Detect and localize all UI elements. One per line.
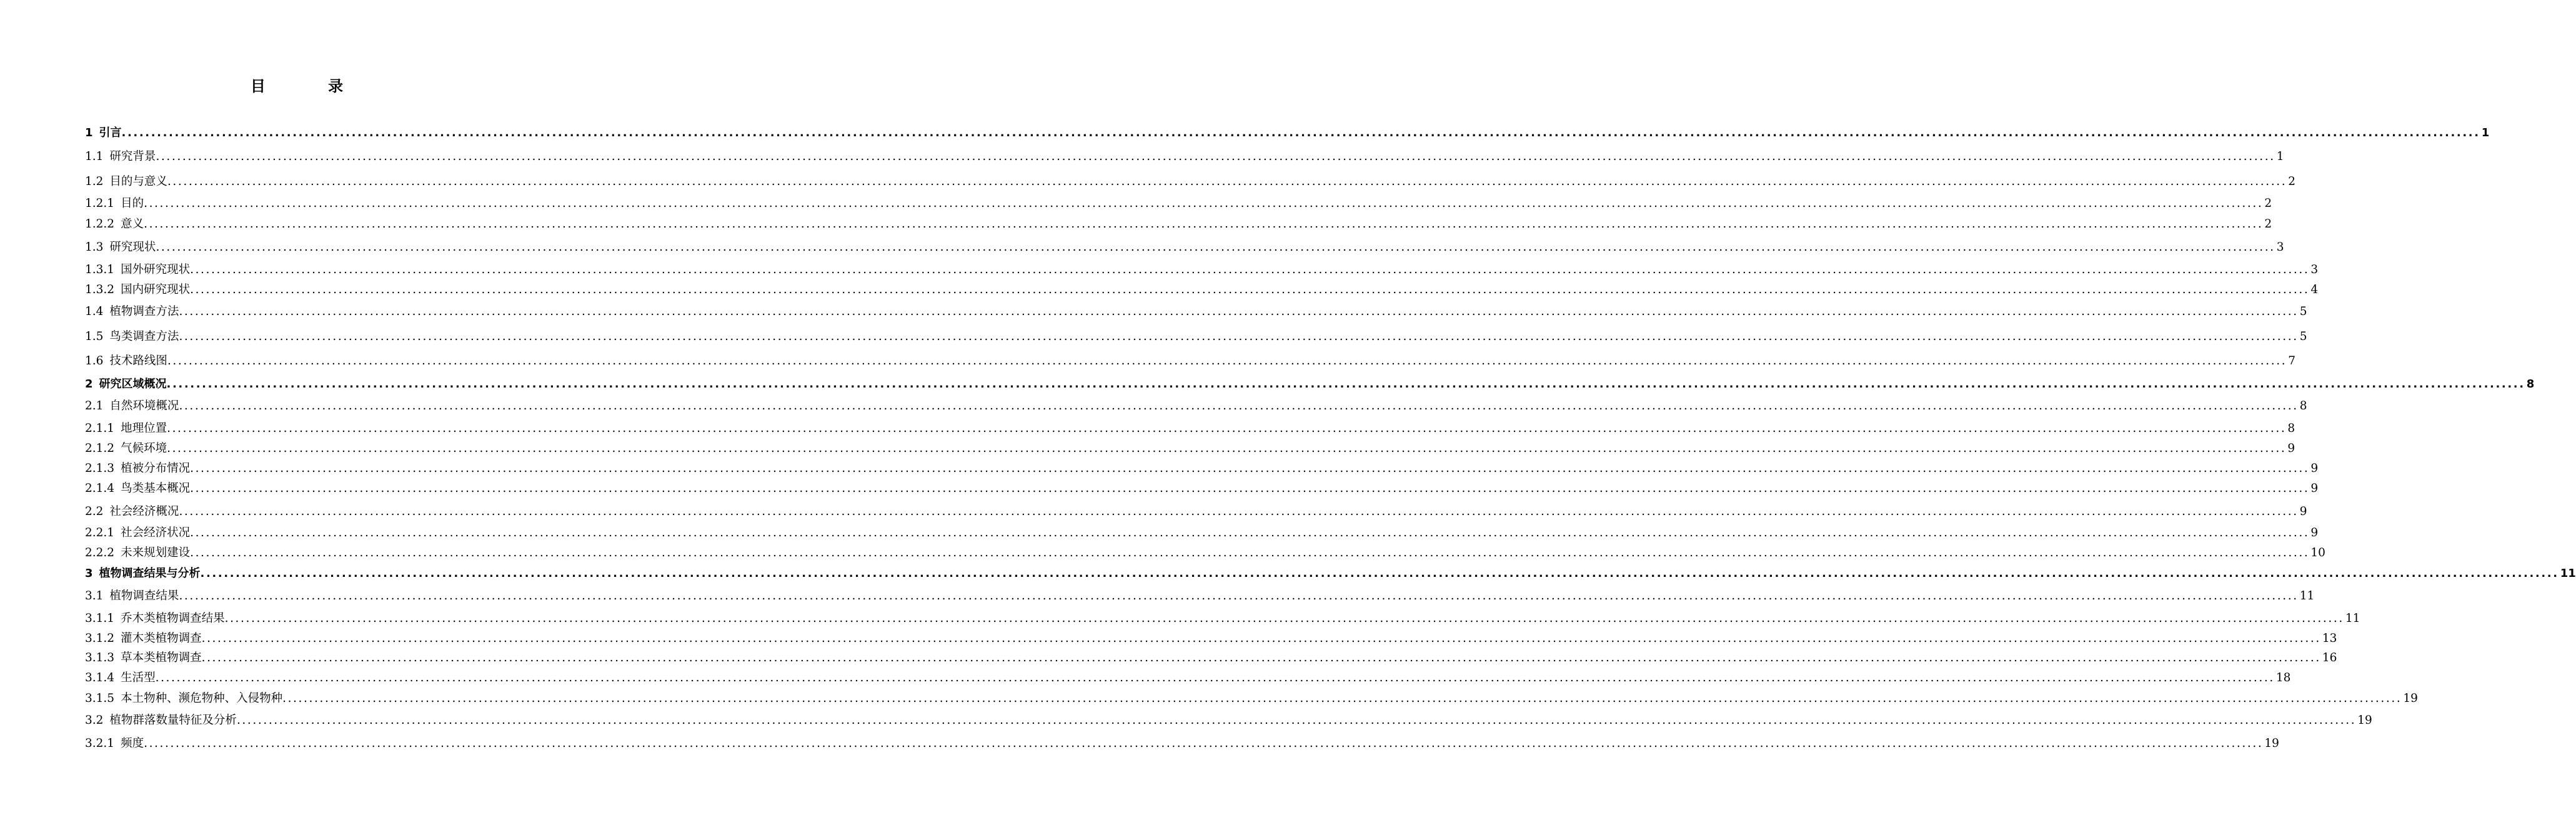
dot-leader: ................................................................................................................................................................................................................................................................................................................................................................................................................ bbox=[179, 505, 2299, 518]
toc-entry[interactable] bbox=[85, 736, 2279, 751]
toc-entry-page: 3 bbox=[2310, 263, 2319, 276]
toc-entry-page: 13 bbox=[2322, 632, 2337, 645]
dot-leader: ................................................................................................................................................................................................................................................................................................................................................................................................................ bbox=[167, 442, 2287, 455]
toc-entry-number: 3.1.2 bbox=[85, 632, 115, 645]
toc-entry[interactable] bbox=[85, 611, 2360, 626]
toc-entry-page: 9 bbox=[2310, 526, 2319, 539]
dot-leader: ................................................................................................................................................................................................................................................................................................................................................................................................................ bbox=[282, 692, 2402, 705]
toc-entry[interactable] bbox=[85, 329, 2307, 344]
dot-leader: ................................................................................................................................................................................................................................................................................................................................................................................................................ bbox=[167, 422, 2287, 435]
toc-entry[interactable] bbox=[85, 651, 2337, 666]
dot-leader: ................................................................................................................................................................................................................................................................................................................................................................................................................ bbox=[144, 737, 2264, 750]
toc-entry[interactable] bbox=[85, 631, 2337, 646]
toc-entry[interactable] bbox=[85, 196, 2272, 211]
toc-entry-number: 1.2 bbox=[85, 175, 104, 188]
toc-entry-number: 3.1.1 bbox=[85, 612, 115, 625]
toc-entry[interactable] bbox=[85, 504, 2307, 519]
toc-entry-label: 地理位置 bbox=[121, 422, 167, 435]
toc-entry[interactable] bbox=[85, 691, 2418, 706]
dot-leader: ................................................................................................................................................................................................................................................................................................................................................................................................................ bbox=[179, 330, 2299, 343]
toc-entry-label: 植物群落数量特征及分析 bbox=[109, 714, 237, 727]
toc-entry-label: 技术路线图 bbox=[109, 354, 167, 368]
dot-leader: ................................................................................................................................................................................................................................................................................................................................................................................................................ bbox=[201, 651, 2321, 664]
toc-entry[interactable] bbox=[85, 240, 2284, 255]
toc-entry-number: 2.2.1 bbox=[85, 526, 115, 539]
toc-entry-page: 2 bbox=[2288, 175, 2295, 188]
toc-entry-number: 3.1 bbox=[85, 589, 104, 602]
toc-entry-page: 2 bbox=[2264, 218, 2272, 231]
toc-entry[interactable] bbox=[85, 589, 2315, 604]
toc-entry-label: 植被分布情况 bbox=[121, 462, 191, 475]
dot-leader: ................................................................................................................................................................................................................................................................................................................................................................................................................ bbox=[156, 150, 2275, 163]
toc-entry-number: 1.3.1 bbox=[85, 263, 115, 276]
toc-entry[interactable] bbox=[85, 282, 2319, 298]
toc-entry-page: 5 bbox=[2299, 330, 2307, 343]
toc-entry-number: 3.1.4 bbox=[85, 671, 115, 684]
toc-entry-number: 3 bbox=[85, 567, 93, 580]
toc-entry-label: 植物调查结果 bbox=[109, 589, 179, 602]
toc-entry-label: 未来规划建设 bbox=[121, 546, 191, 559]
dot-leader: ................................................................................................................................................................................................................................................................................................................................................................................................................ bbox=[155, 671, 2275, 684]
toc-entry[interactable] bbox=[85, 174, 2295, 189]
toc-entry-page: 18 bbox=[2275, 671, 2291, 684]
dot-leader: ................................................................................................................................................................................................................................................................................................................................................................................................................ bbox=[200, 567, 2559, 580]
toc-entry-number: 1.2.1 bbox=[85, 197, 115, 210]
toc-entry-label: 研究背景 bbox=[109, 150, 156, 163]
toc-entry-number: 2.1.1 bbox=[85, 422, 115, 435]
dot-leader: ................................................................................................................................................................................................................................................................................................................................................................................................................ bbox=[179, 399, 2299, 412]
toc-entry-label: 植物调查结果与分析 bbox=[99, 567, 201, 580]
toc-entry-label: 社会经济概况 bbox=[109, 505, 179, 518]
toc-entry-label: 本土物种、濒危物种、入侵物种 bbox=[121, 692, 283, 705]
toc-entry[interactable] bbox=[85, 399, 2307, 414]
toc-entry-label: 研究现状 bbox=[109, 241, 156, 254]
toc-entry-page: 1 bbox=[2276, 150, 2284, 163]
toc-entry[interactable] bbox=[85, 713, 2372, 728]
dot-leader: ................................................................................................................................................................................................................................................................................................................................................................................................................ bbox=[179, 589, 2299, 602]
toc-entry[interactable] bbox=[85, 126, 2490, 141]
toc-entry[interactable] bbox=[85, 461, 2319, 476]
toc-entry-label: 意义 bbox=[121, 218, 144, 231]
toc-entry-number: 1.3.2 bbox=[85, 283, 115, 296]
toc-entry-number: 3.2 bbox=[85, 714, 104, 727]
toc-entry-label: 乔木类植物调查结果 bbox=[121, 612, 225, 625]
dot-leader: ................................................................................................................................................................................................................................................................................................................................................................................................................ bbox=[190, 482, 2310, 495]
toc-entry[interactable] bbox=[85, 262, 2319, 278]
toc-entry-page: 8 bbox=[2299, 399, 2307, 412]
toc-entry-number: 1.2.2 bbox=[85, 218, 115, 231]
toc-entry[interactable] bbox=[85, 671, 2291, 686]
toc-entry-label: 气候环境 bbox=[121, 442, 167, 455]
dot-leader: ................................................................................................................................................................................................................................................................................................................................................................................................................ bbox=[190, 526, 2310, 539]
toc-entry-number: 2.1.3 bbox=[85, 462, 115, 475]
toc-entry-label: 目的 bbox=[121, 197, 144, 210]
toc-entry-page: 11 bbox=[2560, 567, 2576, 580]
toc-entry-page: 19 bbox=[2357, 714, 2372, 727]
dot-leader: ................................................................................................................................................................................................................................................................................................................................................................................................................ bbox=[144, 218, 2264, 231]
toc-entry-label: 社会经济状况 bbox=[121, 526, 191, 539]
toc-entry-label: 引言 bbox=[99, 126, 122, 139]
toc-entry[interactable] bbox=[85, 354, 2295, 369]
toc-entry-number: 1.5 bbox=[85, 330, 104, 343]
toc-entry[interactable] bbox=[85, 441, 2295, 456]
toc-entry-page: 4 bbox=[2310, 283, 2319, 296]
toc-entry-number: 1.6 bbox=[85, 354, 104, 368]
toc-entry-page: 5 bbox=[2299, 305, 2307, 318]
toc-entry[interactable] bbox=[85, 217, 2272, 232]
dot-leader: ................................................................................................................................................................................................................................................................................................................................................................................................................ bbox=[179, 305, 2299, 318]
toc-entry-page: 8 bbox=[2287, 422, 2295, 435]
toc-entry-number: 1.3 bbox=[85, 241, 104, 254]
toc-entry-page: 9 bbox=[2310, 482, 2319, 495]
dot-leader: ................................................................................................................................................................................................................................................................................................................................................................................................................ bbox=[236, 714, 2357, 727]
dot-leader: ................................................................................................................................................................................................................................................................................................................................................................................................................ bbox=[190, 283, 2310, 296]
toc-entry[interactable] bbox=[85, 377, 2535, 392]
toc-entry-label: 鸟类调查方法 bbox=[109, 330, 179, 343]
toc-entry-label: 国内研究现状 bbox=[121, 283, 191, 296]
dot-leader: ................................................................................................................................................................................................................................................................................................................................................................................................................ bbox=[144, 197, 2264, 210]
toc-entry-page: 16 bbox=[2322, 651, 2337, 664]
dot-leader: ................................................................................................................................................................................................................................................................................................................................................................................................................ bbox=[224, 612, 2344, 625]
toc-entry-number: 3.1.3 bbox=[85, 651, 115, 664]
dot-leader: ................................................................................................................................................................................................................................................................................................................................................................................................................ bbox=[201, 632, 2321, 645]
toc-entry-number: 2.2.2 bbox=[85, 546, 115, 559]
toc-entry-number: 3.1.5 bbox=[85, 692, 115, 705]
toc-entry-page: 19 bbox=[2264, 737, 2279, 750]
dot-leader: ................................................................................................................................................................................................................................................................................................................................................................................................................ bbox=[190, 263, 2310, 276]
toc-entry-label: 生活型 bbox=[121, 671, 156, 684]
toc-entry-page: 7 bbox=[2288, 354, 2295, 368]
toc-entry-number: 2 bbox=[85, 378, 93, 391]
toc-entry-page: 11 bbox=[2299, 589, 2315, 602]
toc-entry-number: 3.2.1 bbox=[85, 737, 115, 750]
toc-entry[interactable] bbox=[85, 304, 2307, 319]
dot-leader: ................................................................................................................................................................................................................................................................................................................................................................................................................ bbox=[156, 241, 2275, 254]
toc-entry[interactable] bbox=[85, 566, 2576, 581]
toc-entry-number: 2.2 bbox=[85, 505, 104, 518]
toc-entry-label: 目的与意义 bbox=[109, 175, 167, 188]
toc-entry[interactable] bbox=[85, 546, 2325, 561]
toc-entry-label: 频度 bbox=[121, 737, 144, 750]
toc-entry-label: 鸟类基本概况 bbox=[121, 482, 191, 495]
toc-entry-page: 9 bbox=[2310, 462, 2319, 475]
toc-entry-number: 2.1.4 bbox=[85, 482, 115, 495]
toc-entry-page: 8 bbox=[2526, 378, 2535, 391]
dot-leader: ................................................................................................................................................................................................................................................................................................................................................................................................................ bbox=[167, 175, 2287, 188]
toc-entry[interactable] bbox=[85, 149, 2284, 164]
dot-leader: ................................................................................................................................................................................................................................................................................................................................................................................................................ bbox=[121, 126, 2480, 139]
toc-entry-page: 3 bbox=[2276, 241, 2284, 254]
toc-entry-number: 2.1.2 bbox=[85, 442, 115, 455]
toc-entry-label: 灌木类植物调查 bbox=[121, 632, 202, 645]
toc-entry-page: 1 bbox=[2481, 126, 2490, 139]
toc-entry-page: 9 bbox=[2299, 505, 2307, 518]
toc-entry-page: 19 bbox=[2403, 692, 2418, 705]
dot-leader: ................................................................................................................................................................................................................................................................................................................................................................................................................ bbox=[167, 354, 2287, 368]
page-title: 目 录 bbox=[250, 78, 372, 95]
toc-entry-number: 1.4 bbox=[85, 305, 104, 318]
toc-entry[interactable] bbox=[85, 481, 2319, 496]
toc-entry-page: 2 bbox=[2264, 197, 2272, 210]
toc-entry-label: 国外研究现状 bbox=[121, 263, 191, 276]
toc-entry-number: 1 bbox=[85, 126, 93, 139]
dot-leader: ................................................................................................................................................................................................................................................................................................................................................................................................................ bbox=[190, 546, 2310, 559]
toc-entry-label: 草本类植物调查 bbox=[121, 651, 202, 664]
dot-leader: ................................................................................................................................................................................................................................................................................................................................................................................................................ bbox=[166, 378, 2525, 391]
toc-entry-page: 11 bbox=[2345, 612, 2360, 625]
toc-entry-label: 植物调查方法 bbox=[109, 305, 179, 318]
toc-entry-number: 1.1 bbox=[85, 150, 104, 163]
toc-entry-label: 自然环境概况 bbox=[109, 399, 179, 412]
toc-entry-number: 2.1 bbox=[85, 399, 104, 412]
toc-entry[interactable] bbox=[85, 526, 2319, 541]
dot-leader: ................................................................................................................................................................................................................................................................................................................................................................................................................ bbox=[190, 462, 2310, 475]
toc-entry-label: 研究区域概况 bbox=[99, 378, 167, 391]
toc-entry-page: 10 bbox=[2310, 546, 2325, 559]
toc-entry-page: 9 bbox=[2287, 442, 2295, 455]
toc-entry[interactable] bbox=[85, 421, 2295, 436]
